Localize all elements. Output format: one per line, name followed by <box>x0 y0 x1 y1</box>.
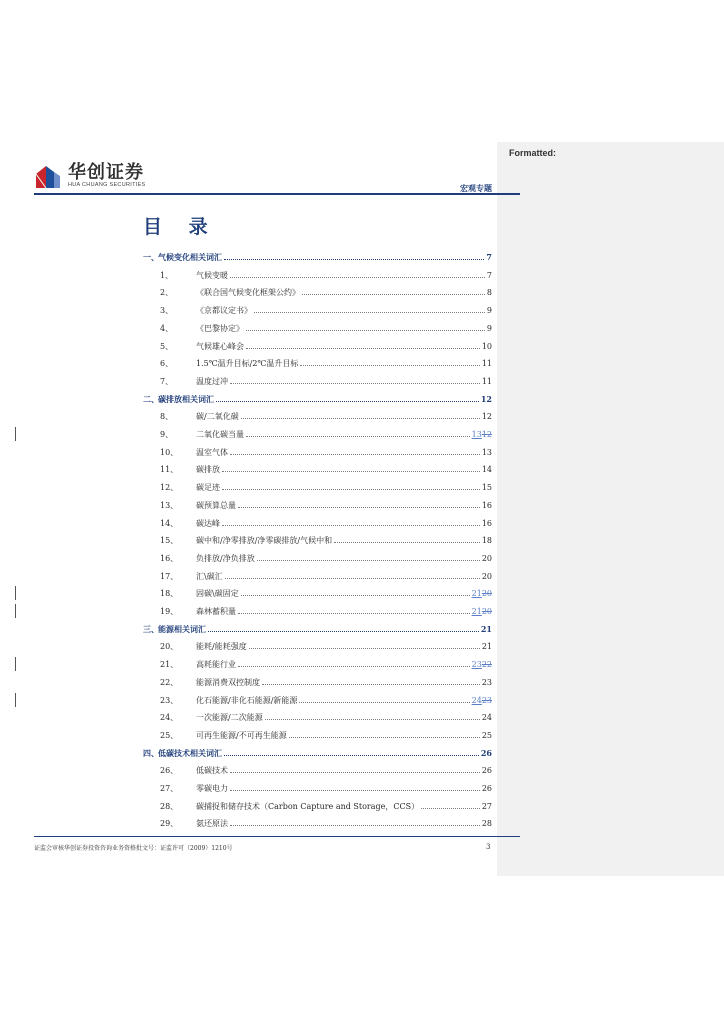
toc-page-number: 11 <box>481 359 492 369</box>
toc-entry-number: 四、 <box>143 747 159 758</box>
toc-entry[interactable] <box>143 533 492 547</box>
toc-page-number: 20 <box>481 553 492 563</box>
toc-entry[interactable] <box>143 586 492 600</box>
inserted-page-number: 23 <box>471 660 482 670</box>
toc-dot-leader <box>246 339 480 349</box>
toc-entry-title: 碳预算总量 <box>196 500 236 510</box>
toc-page-number: 12 <box>480 393 492 404</box>
toc-entry-title: 氨还原法 <box>196 819 228 829</box>
toc-entry[interactable] <box>143 781 492 795</box>
toc-page-number: 27 <box>481 801 492 811</box>
toc-entry[interactable] <box>143 462 492 476</box>
toc-entry-number: 28、 <box>160 801 179 811</box>
toc-entry-number: 三、 <box>143 623 159 634</box>
toc-entry-title: 气候变化相关词汇 <box>158 252 222 262</box>
toc-entry-number: 12、 <box>160 483 179 493</box>
toc-entry-title: 碳捕捉和储存技术（Carbon Capture and Storage，CCS） <box>196 801 420 811</box>
toc-dot-leader <box>230 781 480 791</box>
toc-entry-title: 高耗能行业 <box>196 660 236 670</box>
toc-entry-number: 16、 <box>160 553 179 563</box>
toc-entry[interactable] <box>143 321 492 335</box>
toc-entry-title: 碳达峰 <box>196 518 220 528</box>
toc-dot-leader <box>299 693 469 703</box>
toc-dot-leader <box>230 268 485 278</box>
toc-dot-leader <box>238 657 470 667</box>
toc-entry-title: 《联合国气候变化框架公约》 <box>196 288 300 298</box>
toc-dot-leader <box>334 533 480 543</box>
toc-page-number: 13 <box>481 447 492 457</box>
toc-entry-title: 能耗/能耗强度 <box>196 642 247 652</box>
toc-entry-title: 能源消费双控制度 <box>196 677 260 687</box>
toc-entry-title: 气候变暖 <box>196 270 228 280</box>
toc-entry-title: 温室气体 <box>196 447 228 457</box>
inserted-page-number: 21 <box>471 589 482 599</box>
toc-entry-number: 2、 <box>160 288 174 298</box>
report-category: 宏观专题 <box>460 184 492 193</box>
toc-entry-title: 低碳技术相关词汇 <box>158 747 222 758</box>
page-number: 3 <box>486 843 491 851</box>
toc-entry[interactable] <box>143 728 492 742</box>
toc-entry[interactable] <box>143 480 492 494</box>
toc-entry[interactable] <box>143 427 492 441</box>
toc-page-number: 28 <box>481 819 492 829</box>
toc-entry-number: 9、 <box>160 430 174 439</box>
toc-entry-title: 负排放/净负排放 <box>196 553 255 563</box>
toc-dot-leader <box>230 816 480 826</box>
toc-page-number: 11 <box>481 376 492 386</box>
toc-section-heading[interactable] <box>143 622 492 636</box>
toc-dot-leader <box>208 622 479 632</box>
toc-dot-leader <box>230 445 480 455</box>
toc-page-number-tracked-change <box>472 658 492 672</box>
toc-dot-leader <box>222 480 480 490</box>
toc-page-number: 20 <box>481 571 492 581</box>
deleted-page-number: 20 <box>481 589 492 599</box>
toc-entry-number: 11、 <box>160 465 179 475</box>
toc-page-number-tracked-change <box>472 428 492 442</box>
toc-entry-number: 7、 <box>160 376 174 386</box>
toc-entry-number: 6、 <box>160 359 174 369</box>
toc-dot-leader <box>249 639 480 649</box>
toc-entry-number: 18、 <box>160 589 179 599</box>
toc-entry-title: 固碳\碳固定 <box>196 589 239 599</box>
toc-entry-number: 14、 <box>160 518 179 528</box>
toc-entry-title: 碳排放 <box>196 465 220 475</box>
toc-entry-number: 3、 <box>160 306 174 316</box>
toc-dot-leader <box>421 799 480 809</box>
inserted-page-number: 24 <box>471 695 482 705</box>
toc-entry-number: 21、 <box>160 660 179 670</box>
toc-entry-number: 24、 <box>160 713 179 723</box>
toc-page-number: 26 <box>481 784 492 793</box>
toc-page-number: 7 <box>486 252 492 262</box>
toc-entry-title: 气候雄心峰会 <box>196 341 244 351</box>
toc-entry-number: 17、 <box>160 571 179 581</box>
toc-dot-leader <box>216 392 479 402</box>
change-bar <box>15 427 16 441</box>
toc-entry[interactable] <box>143 374 492 388</box>
toc-entry[interactable] <box>143 303 492 317</box>
toc-dot-leader <box>300 356 479 366</box>
toc-entry-number: 26、 <box>160 766 179 776</box>
toc-page-number: 9 <box>486 323 492 333</box>
toc-entry[interactable] <box>143 445 492 459</box>
change-bar <box>15 657 16 671</box>
comment-pane <box>497 142 724 876</box>
toc-page-number: 10 <box>481 341 492 351</box>
toc-entry-title: 1.5℃温升目标/2℃温升目标 <box>196 359 299 369</box>
toc-entry-title: 碳/二氧化碳 <box>196 412 239 422</box>
toc-entry-number: 15、 <box>160 536 179 546</box>
toc-dot-leader <box>224 746 479 756</box>
toc-dot-leader <box>224 250 484 260</box>
company-logo <box>34 162 146 190</box>
toc-entry-title: 森林蓄积量 <box>196 607 236 616</box>
toc-entry-title: 《京都议定书》 <box>196 306 252 316</box>
toc-page-number: 26 <box>480 747 492 758</box>
toc-entry[interactable] <box>143 356 492 370</box>
toc-entry[interactable] <box>143 675 492 689</box>
toc-dot-leader <box>246 321 485 331</box>
toc-page-number: 8 <box>486 288 492 298</box>
toc-entry-number: 29、 <box>160 819 179 829</box>
deleted-page-number: 22 <box>481 660 492 670</box>
change-bar <box>15 604 16 618</box>
toc-entry-number: 1、 <box>160 270 174 280</box>
toc-entry-title: 二氧化碳当量 <box>196 430 244 439</box>
toc-page-number: 18 <box>481 536 492 546</box>
toc-entry-title: 《巴黎协定》 <box>196 323 244 333</box>
toc-entry[interactable] <box>143 551 492 565</box>
toc-dot-leader <box>262 675 480 685</box>
toc-page-number: 7 <box>486 270 492 280</box>
toc-dot-leader <box>241 409 480 419</box>
toc-page-number: 25 <box>481 730 492 740</box>
toc-dot-leader <box>222 516 480 526</box>
inserted-page-number: 21 <box>471 607 482 616</box>
toc-dot-leader <box>289 728 480 738</box>
toc-entry[interactable] <box>143 516 492 530</box>
toc-dot-leader <box>246 427 470 437</box>
deleted-page-number: 23 <box>481 695 492 705</box>
toc-entry-number: 二、 <box>143 393 159 404</box>
toc-entry-number: 27、 <box>160 784 179 793</box>
toc-section-heading[interactable] <box>143 392 492 406</box>
toc-dot-leader <box>225 569 480 579</box>
toc-entry-title: 碳中和/净零排放/净零碳排放/气候中和 <box>196 536 333 546</box>
toc-entry-title: 碳足迹 <box>196 483 220 493</box>
toc-page-number: 12 <box>481 412 492 422</box>
toc-page-number: 9 <box>486 306 492 316</box>
toc-entry[interactable] <box>143 657 492 671</box>
change-bar <box>15 693 16 707</box>
toc-entry-title: 一次能源/二次能源 <box>196 713 263 723</box>
toc-page-number: 23 <box>481 677 492 687</box>
toc-page-number: 15 <box>481 483 492 493</box>
toc-title: 目 录 <box>143 216 218 238</box>
toc-entry[interactable] <box>143 498 492 512</box>
toc-entry[interactable] <box>143 285 492 299</box>
toc-entry-number: 25、 <box>160 730 179 740</box>
toc-entry[interactable] <box>143 763 492 777</box>
toc-entry-number: 23、 <box>160 695 179 705</box>
toc-entry-number: 5、 <box>160 341 174 351</box>
toc-entry[interactable] <box>143 268 492 282</box>
toc-dot-leader <box>230 374 480 384</box>
toc-entry[interactable] <box>143 569 492 583</box>
toc-dot-leader <box>238 604 470 614</box>
toc-entry[interactable] <box>143 409 492 423</box>
toc-entry-title: 碳排放相关词汇 <box>158 393 214 404</box>
toc-entry-number: 20、 <box>160 642 179 652</box>
change-bar <box>15 586 16 600</box>
toc-dot-leader <box>302 285 485 295</box>
logo-chinese-name: 华创证券 <box>68 162 144 183</box>
toc-entry-title: 可再生能源/不可再生能源 <box>196 730 287 740</box>
toc-page-number: 16 <box>481 500 492 510</box>
toc-section-heading[interactable] <box>143 746 492 760</box>
toc-dot-leader <box>230 763 480 773</box>
toc-entry-number: 22、 <box>160 677 179 687</box>
header-rule <box>34 193 520 195</box>
toc-entry-title: 汇\碳汇 <box>196 571 223 581</box>
deleted-page-number: 12 <box>481 430 492 439</box>
toc-page-number-tracked-change <box>472 587 492 601</box>
toc-entry-number: 4、 <box>160 323 174 333</box>
toc-entry[interactable] <box>143 799 492 813</box>
toc-entry[interactable] <box>143 816 492 830</box>
toc-entry-number: 19、 <box>160 607 179 616</box>
toc-entry[interactable] <box>143 710 492 724</box>
comment-label: Formatted: <box>509 148 556 158</box>
toc-dot-leader <box>265 710 480 720</box>
toc-dot-leader <box>254 303 485 313</box>
toc-dot-leader <box>241 586 470 596</box>
toc-entry-title: 化石能源/非化石能源/新能源 <box>196 695 298 705</box>
toc-entry-number: 10、 <box>160 447 179 457</box>
logo-english-name: HUA CHUANG SECURITIES <box>68 182 146 188</box>
toc-section-heading[interactable] <box>143 250 492 264</box>
toc-dot-leader <box>222 462 480 472</box>
footer-rule <box>34 836 520 837</box>
toc-entry[interactable] <box>143 604 492 618</box>
toc-dot-leader <box>257 551 480 561</box>
toc-page-number: 24 <box>481 713 492 723</box>
toc-entry-title: 能源相关词汇 <box>158 623 206 634</box>
toc-entry-title: 低碳技术 <box>196 766 228 776</box>
toc-page-number: 26 <box>481 766 492 776</box>
toc-entry-number: 13、 <box>160 500 179 510</box>
toc-entry-title: 零碳电力 <box>196 784 228 793</box>
footer-license: 证监会审核华创证券投资咨询业务资格批文号：证监许可（2009）1210号 <box>34 845 233 852</box>
toc-entry[interactable] <box>143 339 492 353</box>
toc-page-number-tracked-change <box>472 605 492 619</box>
toc-entry-number: 8、 <box>160 412 174 422</box>
toc-page-number: 14 <box>481 465 492 475</box>
toc-entry[interactable] <box>143 693 492 707</box>
deleted-page-number: 20 <box>481 607 492 616</box>
toc-entry-number: 一、 <box>143 252 159 262</box>
toc-dot-leader <box>238 498 480 508</box>
toc-page-number-tracked-change <box>472 694 492 708</box>
toc-page-number: 16 <box>481 518 492 528</box>
toc-page-number: 21 <box>481 642 492 652</box>
logo-mark-icon <box>34 162 62 190</box>
inserted-page-number: 13 <box>471 430 482 439</box>
toc-entry[interactable] <box>143 639 492 653</box>
toc-entry-title: 温度过冲 <box>196 376 228 386</box>
toc-page-number: 21 <box>480 623 492 634</box>
